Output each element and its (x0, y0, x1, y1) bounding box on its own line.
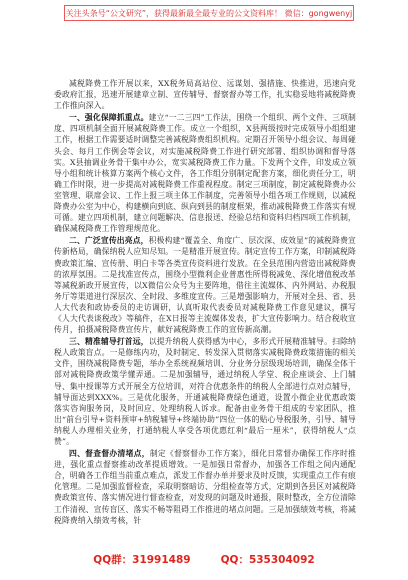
promo-banner: 关注头条号“公文研究”，获得最新最全最专业的公文资料库！ 微信：gongwenyj (64, 5, 354, 21)
qq-number: QQ：535304092 (220, 554, 315, 566)
contact-footer (0, 552, 408, 570)
paragraph-section-3 (54, 336, 356, 447)
paragraph-intro (54, 78, 356, 111)
section-heading: 四、督查督办清堵点， (69, 449, 150, 459)
section-heading: 一、强化保障抓重点。 (69, 113, 149, 123)
qq-group-number: QQ群：31991489 (93, 554, 191, 566)
paragraph-text: 减税降费工作开展以来，XX税务局高站位、远谋划、强措施、快推进，迅速向党委政府汇报，迅速开展建章立制、宣传辅导、督察督办等工作，扎实稳妥地将减税降费工作推向深入。 (54, 79, 356, 111)
paragraph-section-1 (54, 112, 356, 234)
section-heading: 三、精准辅导打首远， (69, 337, 149, 347)
paragraph-text: 以提升纳税人获得感为中心，多形式开展精准辅导。扫除纳税人政策盲点。一是修练内功，及时制定、转发深入贯彻落实减税降费政策措施的相关文件，围绕减税降费专题，举办全系统视频培训、分业务分层级现场培训，确保全体干部对减税降费政策学懂弄通。二是加强辅导，通过纳税人学堂、税企座谈会、上门辅导、集中授课等方式开展全方位培训，对符合优惠条件的纳税人全部进行点对点辅导，辅导面达到XXX%。三是优化服务，开通减税降费绿色通道，设置小微企业优惠政策落实咨询服务岗，及时回应、处理纳税人诉求。配备由业务骨干组成的专家团队，推出“前台引导+资料预审+纳税辅导+终端协助”四位一体的贴心导税服务，引导、辅导纳税人办理相关业务，打通纳税人享受各项优惠红利“最后一厘米”，获得纳税人“点赞”。 (54, 337, 356, 446)
paragraph-text: 制定《督察督办工作方案》，细化日常督办确保工作序时推进，强化重点督察推动改革提质增效。一是加强日常督办，加强各工作组之间内通配合，明确各工作组当前重点难点，派发工作督办单并要求及时反馈，实现重点工作有痕化管理。二是加强监督检查，采取明察暗访、分组检查等方式，定期到各县区对减税降费政策宣传、落实情况进行督查检查，对发现的问题及时通报，限时整改，全方位清除工作清视、宣传盲区、落实不畅等阻碍工作推进的堵点问题。三是加强绩效考核，将减税降费纳入绩效考核，针 (54, 449, 356, 525)
section-heading: 二、广泛宣传出亮点， (69, 236, 149, 246)
paragraph-section-2 (54, 235, 356, 335)
paragraph-section-4 (54, 448, 356, 526)
paragraph-text: 积极构建“覆盖全、角度广、层次深、成效显”的减税降费宣传新格局，确保纳税人应知尽知。一是精准开展宣传。制定宣传工作方案，印制减税降费政策汇编、宣传册、明白卡等各类宣传资料进行发放。在全县范围内营造出减税降费的浓厚氛围。二是找准宣传点，围绕小型微利企业普惠性所得税减免、深化增值税改革等减税新政开展宣传，以X微信公众号为主要阵地，借往主流媒体、内外网站、办税服务厅等渠道进行深层次、全时段、多维度宣传。三是增强影响力，开展对全县、省、县人大代表和政协委员的走访调研，认真听取代表委员对减税降费工作意见建议，撰写《人大代表谈税改》等稿件，在X日报等主流媒体发表，扩大宣传影响力。结合税收宣传月，拍摄减税降费宣传片，献好减税降费工作的宣传新高潮。 (54, 236, 356, 335)
paragraph-text: 建立“一二三四”工作法，围绕一个组织、两个文件、三项制度、四项机制全面开展减税降费工作。成立一个组织，X县两级按时完成领导小组组建工作，根据工作需要适时调整完善减税降费组织机构。定期召开领导小组会议、每周碰头会、每月工作例会等会议，对实施减税降费工作进行研究部署、组织协调和督导落实。X县抽调业务骨干集中办公，宽实减税降费工作力量。下发两个文件，印发成立领导小组和统计核算方案两个核心文件，各工作组分别制定配套方案，细化责任分工，明确工作时限，进一步提高对减税降费工作重视程度。制定三项制度，制定减税降费办公室管理、联席会议、工作上报三项主体工作制度，完善领导小组各项工作规则，以减税降费办公室为中心，构建横向到底、纵向到县的制度框架，推动减税降费工作落实有规可循。建立四项机制，建立问题解决、信息报送、经验总结和资料归档四项工作机制，确保减税降费工作管理规范化。 (54, 113, 356, 234)
document-body (54, 78, 356, 540)
